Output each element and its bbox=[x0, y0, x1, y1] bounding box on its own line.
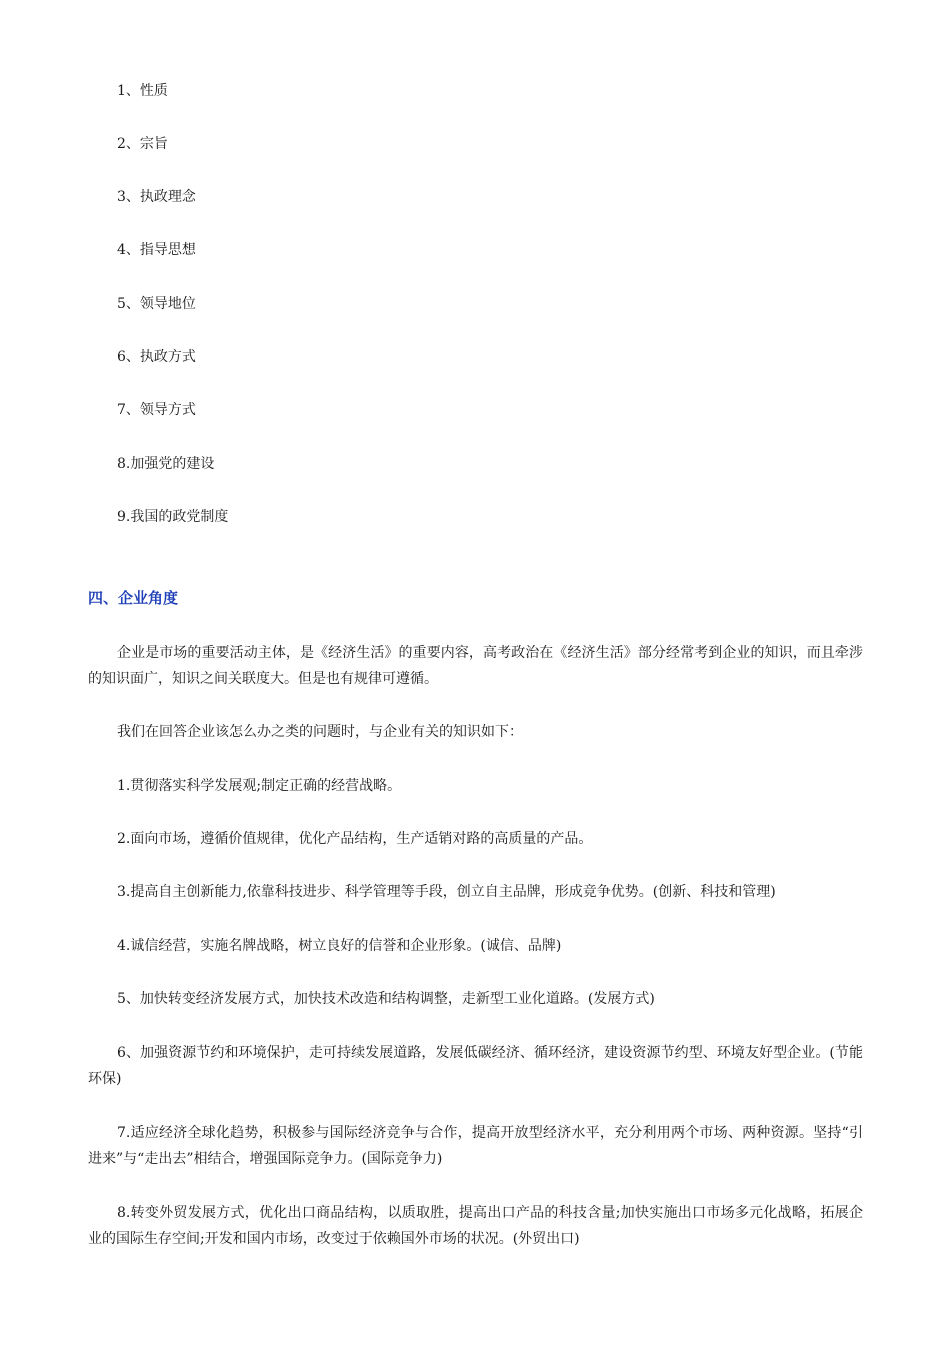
point-1-paragraph: 1.贯彻落实科学发展观;制定正确的经营战略。 bbox=[117, 778, 402, 794]
list-item-governing-concept: 3、执政理念 bbox=[117, 189, 196, 205]
point-4-paragraph: 4.诚信经营，实施名牌战略，树立良好的信誉和企业形象。(诚信、品牌) bbox=[117, 938, 562, 954]
point-8-paragraph: 8.转变外贸发展方式，优化出口商品结构，以质取胜，提高出口产品的科技含量;加快实施出口市场多元化战略，拓展企业的国际生存空间;开发和国内市场，改变过于依赖国外市场的状况。(外贸出口) bbox=[88, 1205, 863, 1247]
list-item-governing-method: 6、执政方式 bbox=[117, 349, 196, 365]
list-item-party-building: 8.加强党的建设 bbox=[117, 456, 215, 472]
intro-paragraph: 企业是市场的重要活动主体，是《经济生活》的重要内容，高考政治在《经济生活》部分经常考到企业的知识，而且牵涉的知识面广，知识之间关联度大。但是也有规律可遵循。 bbox=[88, 645, 863, 687]
list-item-nature: 1、性质 bbox=[117, 83, 168, 99]
list-item-purpose: 2、宗旨 bbox=[117, 136, 168, 152]
list-item-leadership-method: 7、领导方式 bbox=[117, 402, 196, 418]
point-6-paragraph: 6、加强资源节约和环境保护，走可持续发展道路，发展低碳经济、循环经济，建设资源节约型、环境友好型企业。(节能环保) bbox=[88, 1045, 863, 1087]
point-7-paragraph: 7.适应经济全球化趋势，积极参与国际经济竞争与合作，提高开放型经济水平，充分利用两个市场、两种资源。坚持“引进来”与“走出去”相结合，增强国际竞争力。(国际竞争力) bbox=[88, 1125, 863, 1167]
lead-in-paragraph: 我们在回答企业该怎么办之类的问题时，与企业有关的知识如下： bbox=[117, 724, 523, 740]
point-5-paragraph: 5、加快转变经济发展方式，加快技术改造和结构调整，走新型工业化道路。(发展方式) bbox=[117, 991, 655, 1007]
list-item-guiding-thought: 4、指导思想 bbox=[117, 242, 196, 258]
list-item-party-system: 9.我国的政党制度 bbox=[117, 509, 229, 525]
section-heading: 四、企业角度 bbox=[88, 589, 179, 607]
list-item-leading-position: 5、领导地位 bbox=[117, 296, 196, 312]
point-3-paragraph: 3.提高自主创新能力,依靠科技进步、科学管理等手段，创立自主品牌，形成竞争优势。(创新、科技和管理) bbox=[117, 884, 776, 900]
point-2-paragraph: 2.面向市场，遵循价值规律，优化产品结构，生产适销对路的高质量的产品。 bbox=[117, 831, 593, 847]
